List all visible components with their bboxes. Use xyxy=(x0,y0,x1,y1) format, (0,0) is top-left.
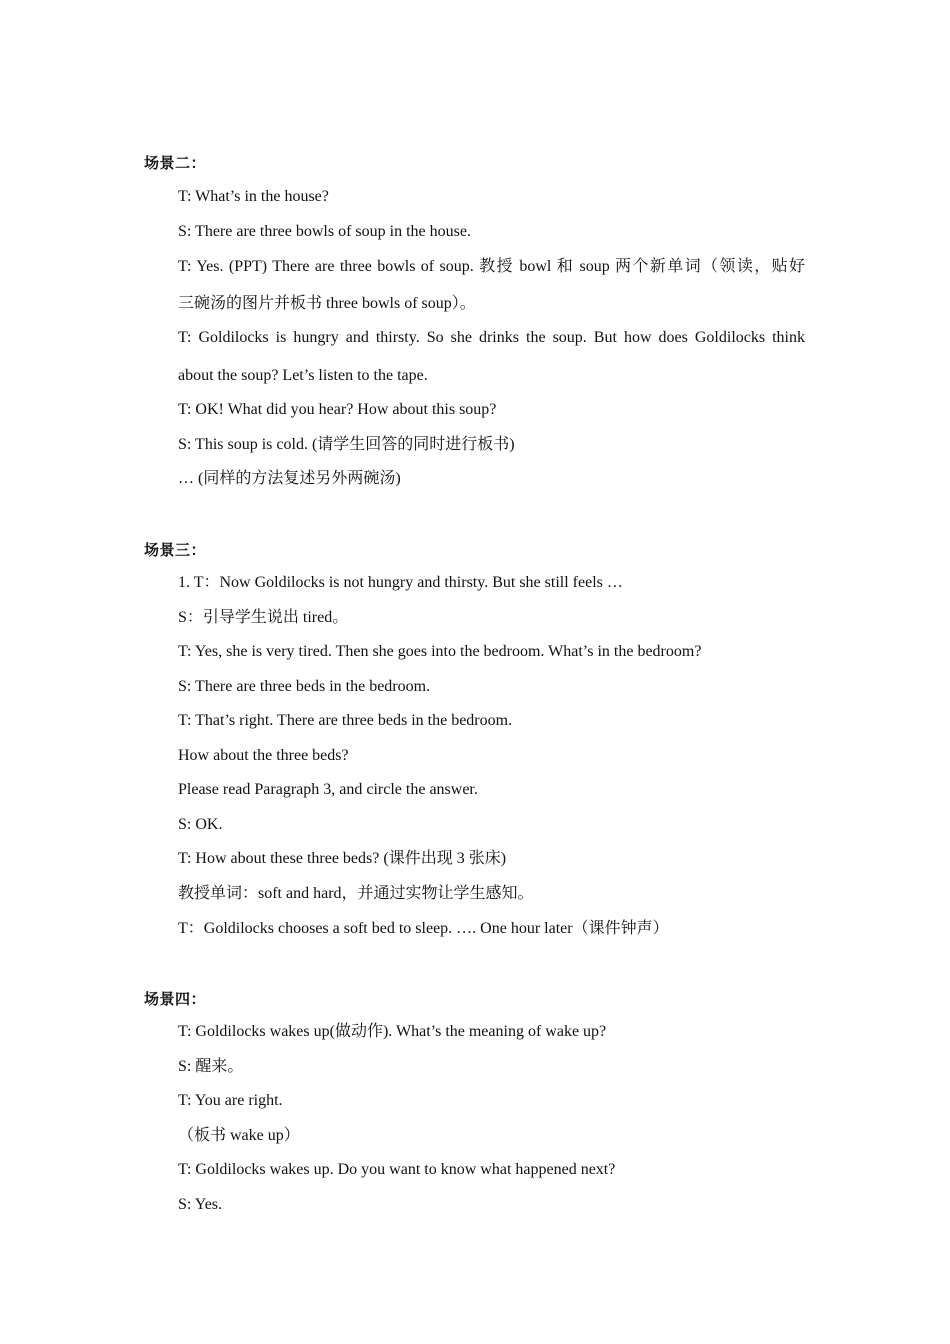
section-heading-scene-3: 场景三： xyxy=(144,541,207,559)
dialogue-line: T: How about these three beds? (课件出现 3 张床) xyxy=(178,850,507,867)
dialogue-line: 三碗汤的图片并板书 three bowls of soup）。 xyxy=(178,295,476,312)
dialogue-line: T：Goldilocks chooses a soft bed to sleep. …. One hour later（课件钟声） xyxy=(178,920,669,937)
dialogue-line: S: There are three bowls of soup in the house. xyxy=(178,223,471,240)
dialogue-line: T: That’s right. There are three beds in the bedroom. xyxy=(178,712,513,729)
dialogue-line: T: Yes. (PPT) There are three bowls of soup. 教授 bowl 和 soup 两个新单词（领读，贴好 xyxy=(178,258,805,275)
dialogue-line: T: Goldilocks wakes up(做动作). What’s the meaning of wake up? xyxy=(178,1023,607,1040)
section-heading-scene-4: 场景四： xyxy=(144,990,207,1008)
dialogue-line: S: Yes. xyxy=(178,1196,223,1213)
dialogue-line: T: You are right. xyxy=(178,1092,283,1109)
dialogue-line: T: Yes, she is very tired. Then she goes into the bedroom. What’s in the bedroom? xyxy=(178,643,702,660)
dialogue-line: （板书 wake up） xyxy=(178,1127,300,1144)
dialogue-line: T: What’s in the house? xyxy=(178,188,329,205)
dialogue-line: How about the three beds? xyxy=(178,747,349,764)
dialogue-line: about the soup? Let’s listen to the tape. xyxy=(178,367,428,384)
dialogue-line: T: Goldilocks wakes up. Do you want to know what happened next? xyxy=(178,1161,616,1178)
dialogue-line: S: This soup is cold. (请学生回答的同时进行板书) xyxy=(178,436,515,453)
section-heading-scene-2: 场景二： xyxy=(144,154,207,172)
dialogue-line: S: 醒来。 xyxy=(178,1058,244,1075)
dialogue-line: 教授单词：soft and hard，并通过实物让学生感知。 xyxy=(178,885,534,902)
dialogue-line: T: OK! What did you hear? How about this soup? xyxy=(178,401,497,418)
dialogue-line: Please read Paragraph 3, and circle the answer. xyxy=(178,781,478,798)
dialogue-line: S: There are three beds in the bedroom. xyxy=(178,678,431,695)
dialogue-line: … (同样的方法复述另外两碗汤) xyxy=(178,470,401,487)
dialogue-line: S：引导学生说出 tired。 xyxy=(178,609,349,626)
dialogue-line: T: Goldilocks is hungry and thirsty. So she drinks the soup. But how does Goldilocks think xyxy=(178,329,805,346)
dialogue-line: 1. T：Now Goldilocks is not hungry and thirsty. But she still feels … xyxy=(178,574,623,591)
dialogue-line: S: OK. xyxy=(178,816,223,833)
